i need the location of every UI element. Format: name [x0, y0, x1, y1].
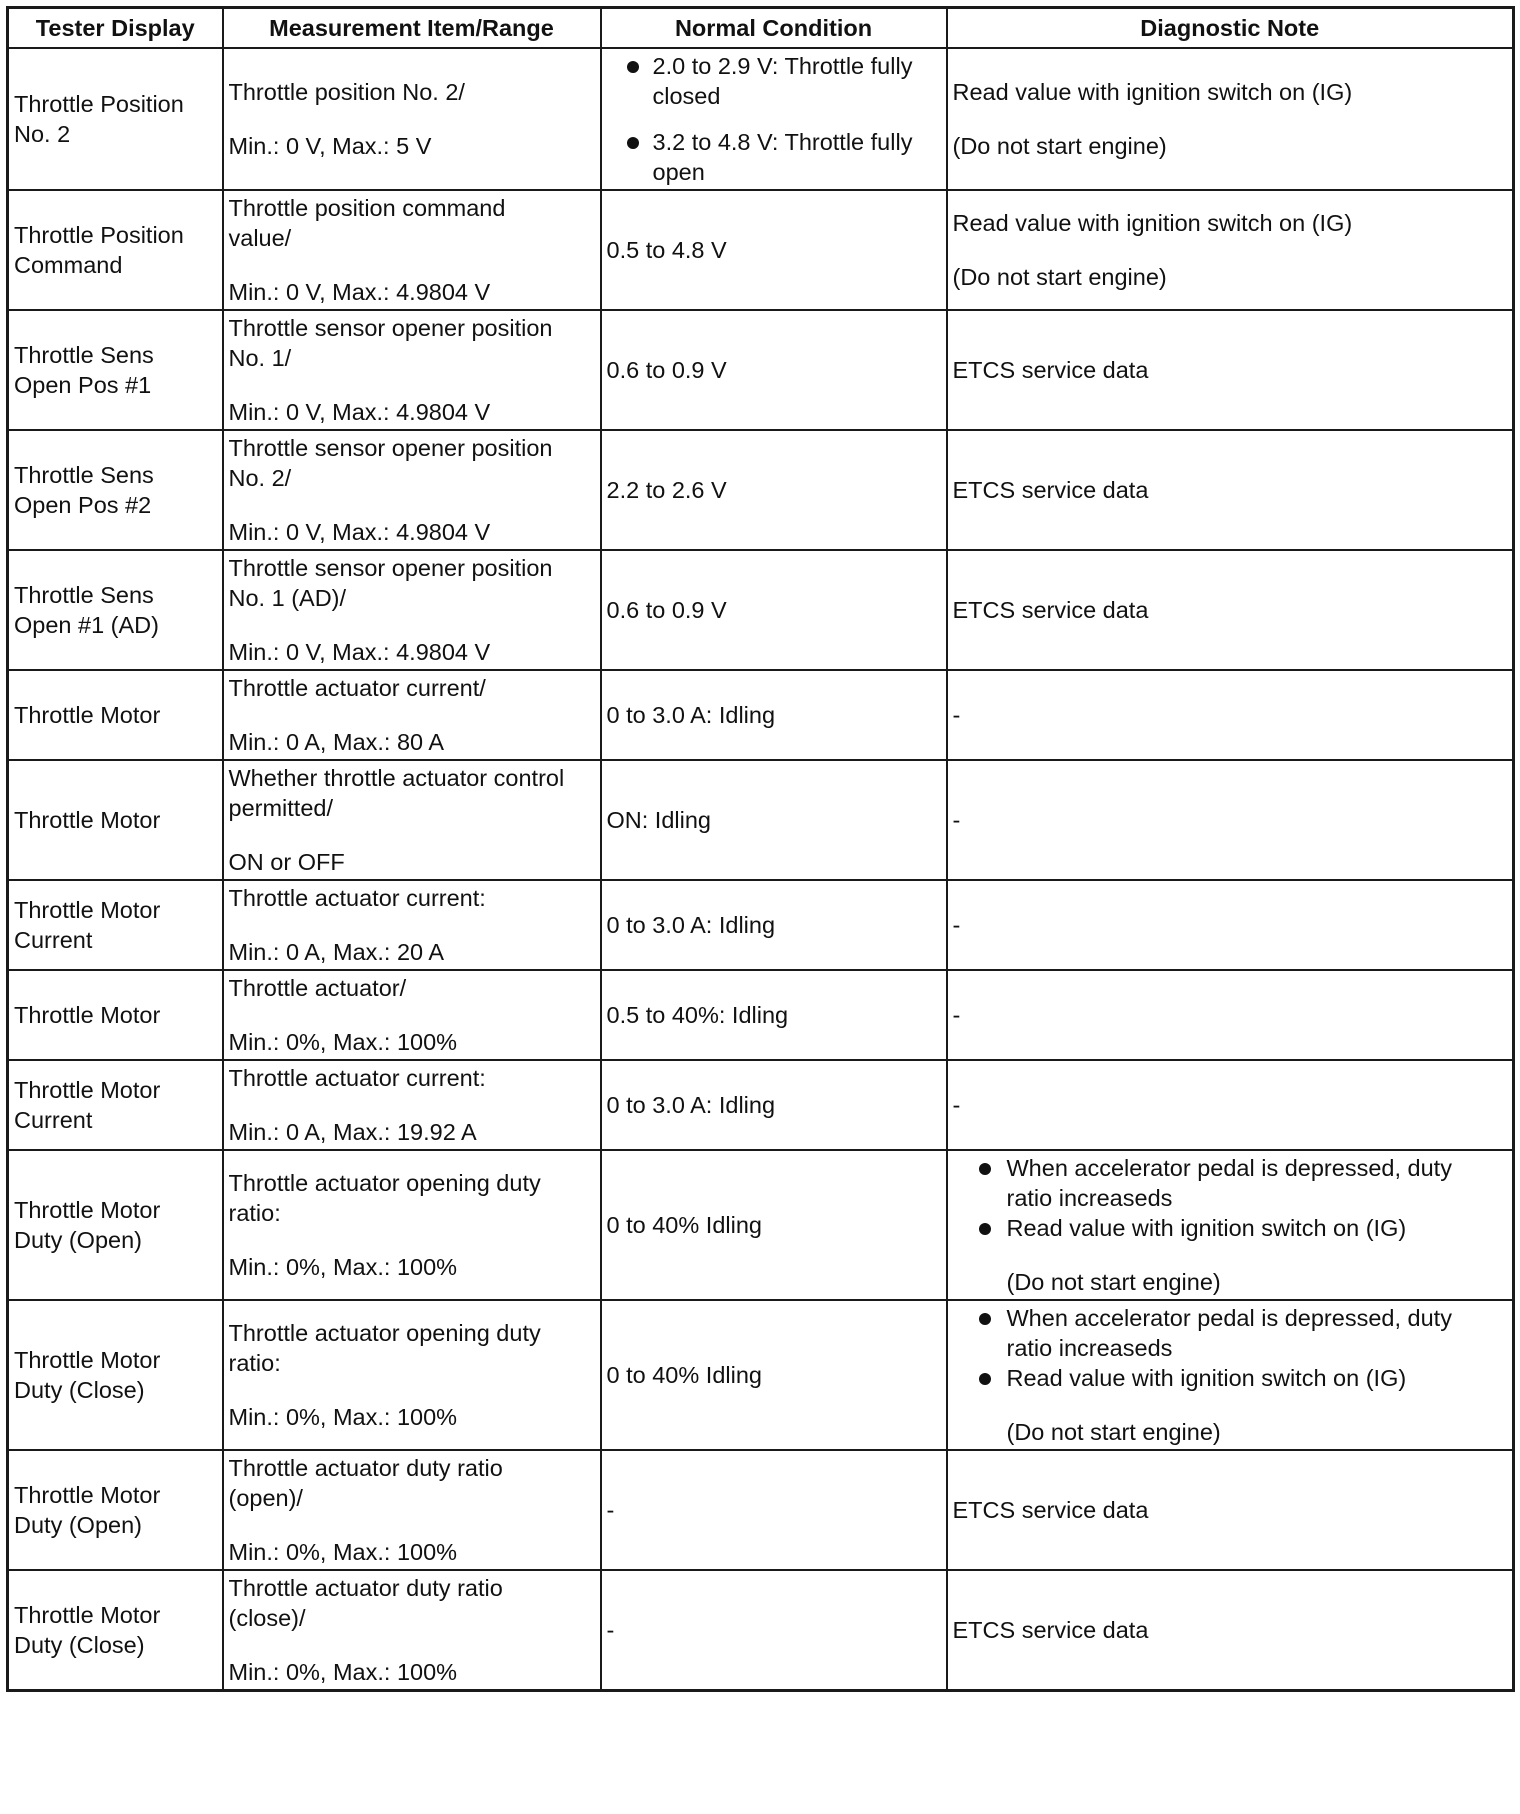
diagnostic-note-line: -	[952, 1092, 961, 1118]
measurement-item-line: (close)/	[228, 1605, 306, 1631]
normal-condition-value: 0 to 3.0 A: Idling	[606, 912, 776, 938]
tester-display-cell	[8, 1150, 223, 1300]
spacer	[229, 253, 594, 277]
normal-condition-value: 0.5 to 4.8 V	[606, 237, 727, 263]
table-row	[8, 1450, 1514, 1570]
normal-condition-value: 0 to 40% Idling	[606, 1362, 762, 1388]
table-row	[8, 670, 1514, 760]
measurement-item-line: Throttle actuator current:	[228, 1065, 486, 1091]
normal-condition-value: 0.6 to 0.9 V	[606, 357, 727, 383]
condition-bullet-line: open	[652, 159, 705, 185]
data-list-sheet	[6, 6, 1515, 1692]
diagnostic-note-line: -	[952, 807, 961, 833]
normal-condition-value: -	[606, 1617, 615, 1643]
tester-display-line: Duty (Close)	[14, 1632, 145, 1658]
condition-bullet-line: 2.0 to 2.9 V: Throttle fully	[652, 53, 913, 79]
tester-display-line: Throttle Motor	[14, 807, 161, 833]
table-row	[8, 48, 1514, 190]
diagnostic-note-cell	[947, 760, 1514, 880]
condition-bullet-item	[607, 51, 940, 111]
measurement-item-cell	[223, 1570, 601, 1691]
diagnostic-note-cell	[947, 310, 1514, 430]
spacer	[229, 613, 594, 637]
normal-condition-cell	[601, 1300, 947, 1450]
tester-display-cell	[8, 1570, 223, 1691]
table-header	[8, 8, 1514, 49]
normal-condition-value: ON: Idling	[606, 807, 711, 833]
tester-display-line: Open Pos #1	[14, 372, 152, 398]
measurement-range: Min.: 0%, Max.: 100%	[228, 1254, 458, 1280]
measurement-item-line: Throttle sensor opener position	[228, 555, 553, 581]
normal-condition-value: 0.5 to 40%: Idling	[606, 1002, 789, 1028]
spacer	[229, 373, 594, 397]
spacer	[229, 493, 594, 517]
table-row	[8, 970, 1514, 1060]
normal-condition-cell	[601, 550, 947, 670]
note-bullet-line: Read value with ignition switch on (IG)	[1006, 1215, 1407, 1241]
measurement-item-line: Throttle sensor opener position	[228, 435, 553, 461]
diagnostic-note-cell	[947, 970, 1514, 1060]
measurement-item-cell	[223, 190, 601, 310]
note-continuation: (Do not start engine)	[1006, 1419, 1221, 1445]
measurement-item-line: permitted/	[228, 795, 333, 821]
measurement-range: Min.: 0 V, Max.: 4.9804 V	[228, 399, 491, 425]
tester-display-line: Throttle Motor	[14, 1197, 161, 1223]
note-bullet-item	[953, 1153, 1507, 1213]
tester-display-line: No. 2	[14, 121, 71, 147]
tester-display-line: Throttle Motor	[14, 1602, 161, 1628]
normal-condition-cell	[601, 190, 947, 310]
condition-bullet-line: closed	[652, 83, 721, 109]
tester-display-line: Open Pos #2	[14, 492, 152, 518]
measurement-item-line: Throttle actuator current/	[228, 675, 486, 701]
tester-display-line: Throttle Motor	[14, 702, 161, 728]
note-bullet-line: ratio increaseds	[1006, 1185, 1173, 1211]
condition-bullet-list	[607, 51, 940, 187]
measurement-range: Min.: 0 A, Max.: 19.92 A	[228, 1119, 477, 1145]
table-row	[8, 880, 1514, 970]
tester-display-cell	[8, 550, 223, 670]
note-bullet-item	[953, 1303, 1507, 1363]
tester-display-cell	[8, 1060, 223, 1150]
table-row	[8, 430, 1514, 550]
table-row	[8, 1300, 1514, 1450]
measurement-item-line: (open)/	[228, 1485, 303, 1511]
tester-display-line: Command	[14, 252, 123, 278]
spacer	[229, 703, 594, 727]
measurement-item-line: No. 2/	[228, 465, 292, 491]
tester-display-line: Throttle Position	[14, 91, 184, 117]
tester-display-line: Current	[14, 927, 93, 953]
tester-display-line: Throttle Sens	[14, 462, 154, 488]
measurement-item-line: Throttle position No. 2/	[228, 79, 465, 105]
condition-bullet-line: 3.2 to 4.8 V: Throttle fully	[652, 129, 913, 155]
header-row	[8, 8, 1514, 49]
measurement-item-cell	[223, 1300, 601, 1450]
diagnostic-note-line: (Do not start engine)	[952, 133, 1167, 159]
diagnostic-note-cell	[947, 190, 1514, 310]
tester-display-cell	[8, 880, 223, 970]
normal-condition-cell	[601, 970, 947, 1060]
diagnostic-note-cell	[947, 670, 1514, 760]
normal-condition-value: -	[606, 1497, 615, 1523]
tester-display-cell	[8, 760, 223, 880]
spacer	[229, 107, 594, 131]
diagnostic-note-line: ETCS service data	[952, 1497, 1149, 1523]
normal-condition-cell	[601, 1060, 947, 1150]
normal-condition-cell	[601, 310, 947, 430]
measurement-item-cell	[223, 1150, 601, 1300]
measurement-range: Min.: 0%, Max.: 100%	[228, 1404, 458, 1430]
spacer	[953, 238, 1507, 262]
measurement-item-line: Throttle actuator current:	[228, 885, 486, 911]
measurement-item-cell	[223, 48, 601, 190]
spacer	[229, 1378, 594, 1402]
note-bullet-line: ratio increaseds	[1006, 1335, 1173, 1361]
measurement-item-cell	[223, 1450, 601, 1570]
diagnostic-note-line: -	[952, 1002, 961, 1028]
measurement-range: ON or OFF	[228, 849, 345, 875]
note-bullet-line: Read value with ignition switch on (IG)	[1006, 1365, 1407, 1391]
measurement-item-cell	[223, 1060, 601, 1150]
measurement-item-line: Whether throttle actuator control	[228, 765, 565, 791]
diagnostic-note-line: ETCS service data	[952, 1617, 1149, 1643]
table-row	[8, 310, 1514, 430]
note-bullet-item	[953, 1213, 1507, 1243]
tester-display-line: Duty (Open)	[14, 1227, 142, 1253]
spacer	[229, 1093, 594, 1117]
spacer	[953, 107, 1507, 131]
normal-condition-value: 0.6 to 0.9 V	[606, 597, 727, 623]
tester-display-cell	[8, 970, 223, 1060]
diagnostic-note-line: (Do not start engine)	[952, 264, 1167, 290]
tester-display-line: Throttle Motor	[14, 1482, 161, 1508]
measurement-item-line: value/	[228, 225, 292, 251]
table-body	[8, 48, 1514, 1691]
header-normal-condition: Normal Condition	[601, 8, 947, 49]
measurement-range: Min.: 0 V, Max.: 4.9804 V	[228, 639, 491, 665]
header-diagnostic-note: Diagnostic Note	[947, 8, 1514, 49]
measurement-item-line: Throttle actuator/	[228, 975, 407, 1001]
spacer	[229, 913, 594, 937]
diagnostic-note-cell	[947, 1150, 1514, 1300]
measurement-item-cell	[223, 310, 601, 430]
note-bullet-line: When accelerator pedal is depressed, duty	[1006, 1155, 1452, 1181]
measurement-range: Min.: 0 A, Max.: 20 A	[228, 939, 445, 965]
diagnostic-note-cell	[947, 880, 1514, 970]
diagnostic-note-line: Read value with ignition switch on (IG)	[952, 79, 1353, 105]
normal-condition-cell	[601, 48, 947, 190]
diagnostic-note-line: -	[952, 912, 961, 938]
tester-display-line: Throttle Position	[14, 222, 184, 248]
data-list-table	[6, 6, 1515, 1692]
measurement-item-cell	[223, 670, 601, 760]
diagnostic-note-cell	[947, 48, 1514, 190]
table-row	[8, 550, 1514, 670]
measurement-item-cell	[223, 430, 601, 550]
tester-display-cell	[8, 1450, 223, 1570]
condition-bullet-item	[607, 127, 940, 187]
measurement-item-cell	[223, 760, 601, 880]
tester-display-cell	[8, 48, 223, 190]
spacer	[229, 1003, 594, 1027]
tester-display-line: Duty (Open)	[14, 1512, 142, 1538]
normal-condition-value: 0 to 3.0 A: Idling	[606, 702, 776, 728]
tester-display-line: Throttle Motor	[14, 1002, 161, 1028]
tester-display-cell	[8, 310, 223, 430]
measurement-range: Min.: 0%, Max.: 100%	[228, 1659, 458, 1685]
normal-condition-cell	[601, 1450, 947, 1570]
measurement-item-line: Throttle actuator opening duty	[228, 1170, 541, 1196]
tester-display-cell	[8, 1300, 223, 1450]
normal-condition-value: 0 to 3.0 A: Idling	[606, 1092, 776, 1118]
diagnostic-note-line: ETCS service data	[952, 357, 1149, 383]
spacer	[229, 1513, 594, 1537]
measurement-item-line: No. 1 (AD)/	[228, 585, 347, 611]
diagnostic-note-line: Read value with ignition switch on (IG)	[952, 210, 1353, 236]
measurement-item-cell	[223, 550, 601, 670]
spacer	[229, 1228, 594, 1252]
normal-condition-cell	[601, 1570, 947, 1691]
note-bullet-list	[953, 1153, 1507, 1243]
normal-condition-value: 0 to 40% Idling	[606, 1212, 762, 1238]
note-continuation: (Do not start engine)	[1006, 1269, 1221, 1295]
tester-display-line: Throttle Sens	[14, 342, 154, 368]
measurement-range: Min.: 0 V, Max.: 4.9804 V	[228, 519, 491, 545]
normal-condition-cell	[601, 430, 947, 550]
table-row	[8, 1570, 1514, 1691]
measurement-range: Min.: 0%, Max.: 100%	[228, 1539, 458, 1565]
tester-display-cell	[8, 670, 223, 760]
measurement-item-cell	[223, 880, 601, 970]
measurement-item-line: ratio:	[228, 1350, 281, 1376]
normal-condition-cell	[601, 880, 947, 970]
tester-display-cell	[8, 430, 223, 550]
spacer	[953, 1393, 1507, 1417]
tester-display-line: Throttle Sens	[14, 582, 154, 608]
diagnostic-note-cell	[947, 1570, 1514, 1691]
tester-display-line: Throttle Motor	[14, 897, 161, 923]
diagnostic-note-cell	[947, 550, 1514, 670]
tester-display-line: Throttle Motor	[14, 1077, 161, 1103]
tester-display-line: Duty (Close)	[14, 1377, 145, 1403]
measurement-item-line: Throttle position command	[228, 195, 506, 221]
table-row	[8, 1150, 1514, 1300]
spacer	[953, 1243, 1507, 1267]
table-row	[8, 760, 1514, 880]
normal-condition-cell	[601, 670, 947, 760]
header-tester-display: Tester Display	[8, 8, 223, 49]
measurement-range: Min.: 0%, Max.: 100%	[228, 1029, 458, 1055]
diagnostic-note-cell	[947, 1060, 1514, 1150]
diagnostic-note-line: ETCS service data	[952, 477, 1149, 503]
note-bullet-list	[953, 1303, 1507, 1393]
measurement-range: Min.: 0 A, Max.: 80 A	[228, 729, 445, 755]
measurement-item-line: Throttle actuator duty ratio	[228, 1575, 503, 1601]
measurement-item-line: No. 1/	[228, 345, 292, 371]
normal-condition-cell	[601, 760, 947, 880]
note-bullet-item	[953, 1363, 1507, 1393]
measurement-item-line: ratio:	[228, 1200, 281, 1226]
diagnostic-note-line: -	[952, 702, 961, 728]
diagnostic-note-cell	[947, 1300, 1514, 1450]
spacer	[229, 1633, 594, 1657]
table-row	[8, 190, 1514, 310]
tester-display-line: Throttle Motor	[14, 1347, 161, 1373]
measurement-item-line: Throttle actuator duty ratio	[228, 1455, 503, 1481]
spacer	[229, 823, 594, 847]
diagnostic-note-line: ETCS service data	[952, 597, 1149, 623]
diagnostic-note-cell	[947, 1450, 1514, 1570]
measurement-item-line: Throttle actuator opening duty	[228, 1320, 541, 1346]
measurement-range: Min.: 0 V, Max.: 5 V	[228, 133, 432, 159]
measurement-range: Min.: 0 V, Max.: 4.9804 V	[228, 279, 491, 305]
measurement-item-line: Throttle sensor opener position	[228, 315, 553, 341]
header-measurement-item: Measurement Item/Range	[223, 8, 601, 49]
diagnostic-note-cell	[947, 430, 1514, 550]
note-bullet-line: When accelerator pedal is depressed, duty	[1006, 1305, 1452, 1331]
tester-display-cell	[8, 190, 223, 310]
tester-display-line: Open #1 (AD)	[14, 612, 159, 638]
tester-display-line: Current	[14, 1107, 93, 1133]
measurement-item-cell	[223, 970, 601, 1060]
normal-condition-cell	[601, 1150, 947, 1300]
table-row	[8, 1060, 1514, 1150]
normal-condition-value: 2.2 to 2.6 V	[606, 477, 727, 503]
